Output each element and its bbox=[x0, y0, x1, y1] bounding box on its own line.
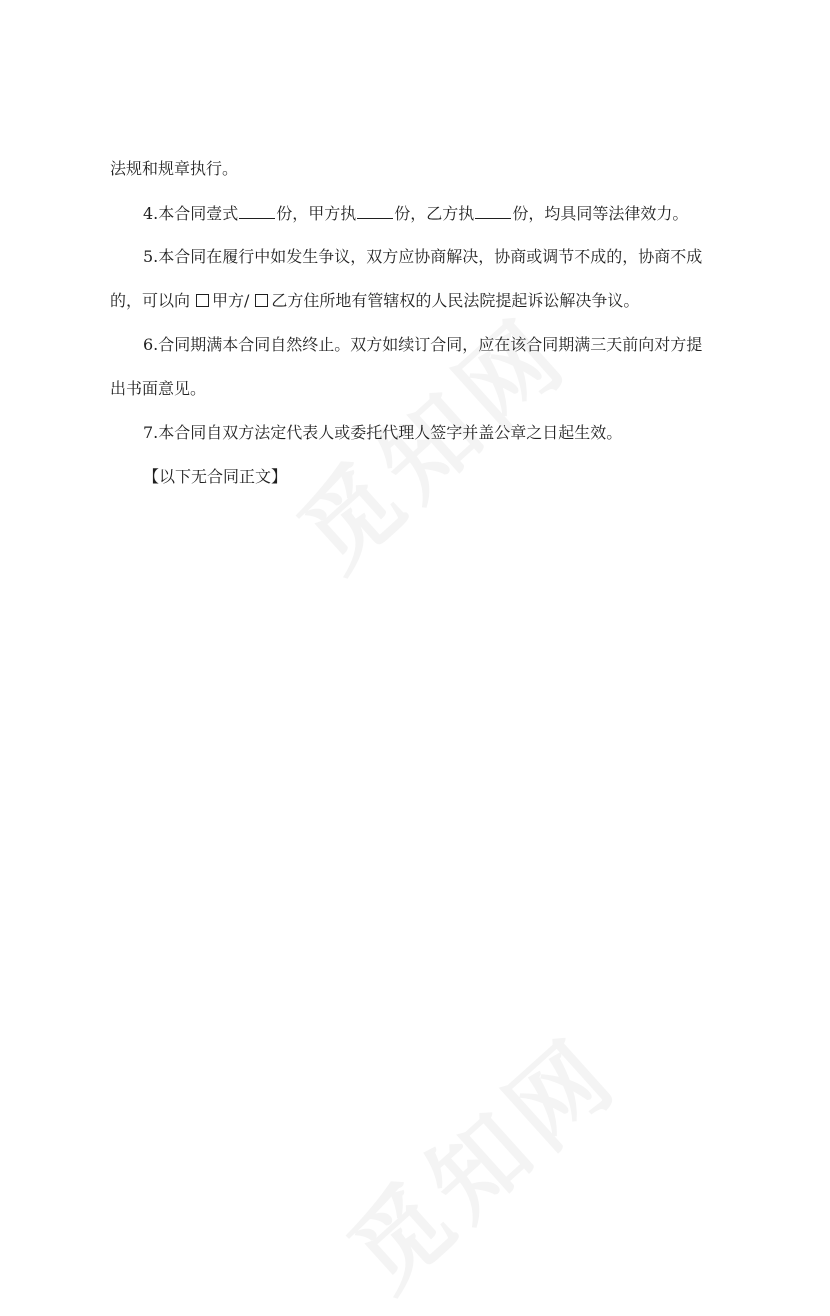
end-of-contract-note bbox=[143, 466, 763, 488]
blank-line bbox=[357, 204, 393, 219]
clause-5-continued bbox=[110, 290, 730, 312]
text: 出书面意见。 bbox=[110, 379, 207, 398]
text: 甲方/ bbox=[212, 291, 250, 310]
text: 6.合同期满本合同自然终止。双方如续订合同，应在该合同期满三天前向对方提 bbox=[143, 335, 703, 354]
blank-line bbox=[475, 204, 511, 219]
checkbox-party-b[interactable] bbox=[255, 294, 268, 307]
checkbox-party-a[interactable] bbox=[196, 294, 209, 307]
watermark bbox=[315, 1001, 643, 1316]
text: 7.本合同自双方法定代表人或委托代理人签字并盖公章之日起生效。 bbox=[143, 423, 623, 442]
text: 法规和规章执行。 bbox=[110, 159, 239, 178]
text: 【以下无合同正文】 bbox=[143, 467, 288, 486]
text: 份，甲方执 bbox=[276, 204, 357, 223]
paragraph-line bbox=[110, 158, 730, 180]
clause-6-continued bbox=[110, 378, 730, 400]
clause-6 bbox=[143, 334, 763, 356]
text: 5.本合同在履行中如发生争议，双方应协商解决，协商或调节不成的，协商不成 bbox=[143, 247, 703, 266]
clause-7 bbox=[143, 422, 763, 444]
text: 份，乙方执 bbox=[394, 204, 475, 223]
clause-5 bbox=[143, 246, 763, 268]
clause-4 bbox=[143, 203, 763, 225]
text: 的，可以向 bbox=[110, 291, 191, 310]
text: 乙方住所地有管辖权的人民法院提起诉讼解决争议。 bbox=[271, 291, 640, 310]
text: 4.本合同壹式 bbox=[143, 204, 239, 223]
blank-line bbox=[239, 204, 275, 219]
text: 份，均具同等法律效力。 bbox=[512, 204, 689, 223]
